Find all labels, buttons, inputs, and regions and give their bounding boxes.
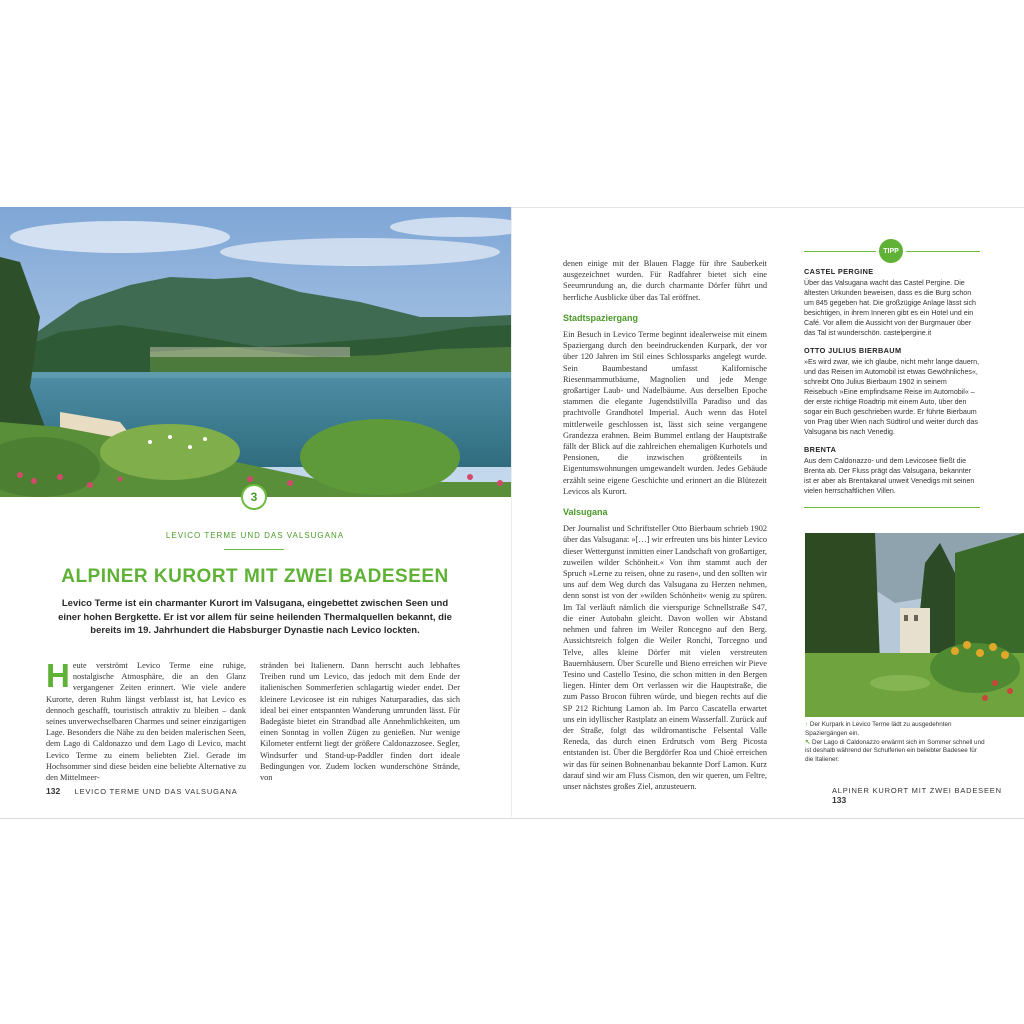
tip-rule-right [906, 251, 980, 252]
body-text: Ein Besuch in Levico Terme beginnt idealerweise mit einem Spaziergang durch den beeindruckenden Kurpark, der vor über 120 Jahren im Stil eines Schlossparks angelegt wurde. Sein Baumbestand umfasst Kalifornische Riesenmammutbäume, Magnolien und jede Menge großartiger Laub- und Nadelbäume. Aus derselben Epoche stammen die elegante Jugendstilvilla Paradiso und das prachtvolle Grandhotel Imperial. Auch wenn das Hotel mittlerweile geschlossen ist, lässt sich seine vergangene Grandezza erahnen. Beim Bummel entlang der Hauptstraße fällt der Blick auf die zahlreichen ehemaligen Kurhotels und Pensionen, die inzwischen größtenteils in Eigentumswohnungen umgewandelt wurden. Jedes Gebäude erzählt seine eigene Geschichte und erinnert an die Blütezeit Levicos als Kurort. [563, 330, 767, 496]
chapter-kicker: LEVICO TERME UND DAS VALSUGANA [165, 531, 345, 540]
body-text: denen einige mit der Blauen Flagge für ihre Sauberkeit ausgezeichnet wurden. Für Radfahrer bietet sich eine Seeumrundung an, die durch charmante Dörfer führt und herrliche Ausblicke über das Tal eröffnet. [563, 259, 767, 302]
caption-item [805, 721, 985, 739]
tip-title: OTTO JULIUS BIERBAUM [804, 346, 902, 355]
page-title: ALPINER KURORT MIT ZWEI BADESEEN [61, 566, 449, 587]
body-column-3 [563, 258, 767, 792]
folio-left [46, 786, 238, 796]
lake-photo [0, 207, 511, 497]
tip-title: BRENTA [804, 445, 837, 454]
page-number: 133 [832, 795, 847, 805]
folio-right [832, 786, 1024, 805]
body-text: stränden bei Italienern. Dann herrscht auch lebhaftes Treiben rund um Levico, das jedoch mit dem Ende der italienischen Sommerferien schlagartig wieder endet. Der kleinere Levicosee ist ein ruhiges Naturparadies, das sich ideal bei einer entspannten Wanderung umrunden lässt. Für Badegäste bietet ein Strandbad alle Annehmlichkeiten, um einen Sonntag in vollen Zügen zu genießen. Nur wenige Kilometer entfernt liegt der größere Caldonazzosee. Segler, Windsurfer und Stand-up-Paddler finden dort ideale Bedingungen vor. Zudem locken wunderschöne Strände, von [260, 661, 460, 783]
caption-text: Der Lago di Caldonazzo erwärmt sich im Sommer schnell und ist deshalb während der Schulferien ein beliebter Badesee für die Italiener. [805, 738, 985, 764]
body-text: eute verströmt Levico Terme eine ruhige, nostalgische Atmosphäre, die an den Glanz vergangener Zeiten erinnert. Wie viele andere Kurorte, deren Ruhm längst verblasst ist, hat Levico es dennoch geschafft, touristisch attraktiv zu bleiben – dank seines unverwechselbaren Charmes und seiner einzigartigen Lage. Besonders die Nähe zu den beiden malerischen Seen, dem Lago di Caldonazzo und dem Lago di Levico, macht Levico Terme zu einem beliebten Ziel. Gerade im Hochsommer sind diese beiden eine beliebte Alternative zu den Mittelmeer- [46, 661, 246, 783]
running-head: LEVICO TERME UND DAS VALSUGANA [74, 787, 238, 796]
caption-text: Der Kurpark in Levico Terme lädt zu ausgedehnten Spaziergängen ein. [805, 721, 952, 737]
tip-text: Aus dem Caldonazzo- und dem Levicosee fließt die Brenta ab. Der Fluss prägt das Valsugana, bekannter ist er aber als Brentakanal unweit Venedigs mit seinen vielen herrschaftlichen Villen. [804, 457, 975, 495]
arrow-up-left-icon: ↖ [805, 738, 811, 746]
tip-rule-bottom [804, 507, 980, 508]
lead-paragraph: Levico Terme ist ein charmanter Kurort im Valsugana, eingebettet zwischen Seen und einer hohen Bergkette. Er ist vor allem für seine heilenden Thermalquellen bekannt, die bereits im 19. Jahrhundert die Habsburger Dynastie nach Levico lockten. [58, 598, 452, 636]
photo-captions [805, 721, 985, 765]
subheading-stadtspaziergang: Stadtspaziergang [563, 312, 639, 323]
tip-box [804, 267, 980, 504]
subheading-valsugana: Valsugana [563, 507, 608, 518]
tip-rule-left [804, 251, 876, 252]
chapter-number-badge: 3 [241, 484, 267, 510]
body-text: Der Journalist und Schriftsteller Otto Bierbaum schrieb 1902 über das Valsugana: »[…] wir erfreuten uns bis hinter Levico dieser Wettergunst inmitten einer Landschaft von großartiger, zuweilen wilder Schönheit.« Von ihm stammt auch der Spruch »Lerne zu reisen, ohne zu rasen«, und den sollten wir uns auf dem Weg durch das Valsugana zu Herzen nehmen, denn sonst ist von der »wilden Schönheit« wenig zu spüren. Im Tal verläuft nämlich die vierspurige Schnellstraße S47, die einer Autobahn gleicht. Davon wollen wir Abstand nehmen und fahren im Weiler Roncegno auf den Berg. Aussichtsreich folgen die Weiler Ronchi, Torcegno und Telve, alles kleine Dörfer mit vielen verstreuten Bauernhäusern. Über Scurelle und Bieno erreichen wir Pieve Tesino und Castello Tesino, die schon mitten in den Bergen liegen. Hinter dem Ort verlassen wir die Hauptstraße, die zum Passo Brocon führen würde, und biegen rechts auf die SP 212 Richtung Lamon ab. Im Parco Cascatella erwartet uns ein idyllischer Rastplatz an einem Wasserfall. Zurück auf der Straße, folgt das wildromantische Felsental Valle Reneda, das durch einen Erdrutsch vom Berg Picosta entstanden ist. Über die Bergdörfer Roa und Chioè erreichen wir das für seinen Bohnenanbau bekannte Dorf Lamon. Kurz darauf sind wir am Fluss Cismon, den wir queren, um Feltre, unser nächstes großes Ziel, anzusteuern. [563, 524, 767, 791]
gutter-divider [511, 207, 512, 817]
arrow-up-icon: ↑ [805, 721, 809, 728]
caption-item [805, 739, 985, 765]
body-column-1 [46, 657, 246, 783]
tip-text: »Es wird zwar, wie ich glaube, nicht mehr lange dauern, und das Reisen im Automobil ist etwas Gewöhnliches«, schreibt Otto Julius Bierbaum 1902 in seinem Reisebuch »Eine empfindsame Reise im Automobil« – der erste richtige Roadtrip mit einem Auto, über den sogar ein Buch geschrieben wurde. Er führte Bierbaum von Prag über Wien nach Südtirol und weiter durch das Valsugana bis nach Venedig. [804, 358, 980, 436]
running-head: ALPINER KURORT MIT ZWEI BADESEEN [832, 786, 1002, 795]
tip-title: CASTEL PERGINE [804, 267, 874, 276]
page-number: 132 [46, 786, 61, 796]
tip-badge: TIPP [879, 239, 903, 263]
tip-text: Über das Valsugana wacht das Castel Pergine. Die ältesten Urkunden beweisen, dass es die Burg schon um 845 gegeben hat. Die großzügige Anlage lässt sich besichtigen, in ihrem Inneren gibt es ein Hotel und ein Café. Vor allem die Aussicht von der Burgmauer über das Tal ist wunderschön. castelpergine.it [804, 279, 976, 337]
drop-cap: H [46, 657, 70, 694]
kicker-divider [224, 549, 284, 550]
body-column-2 [260, 660, 460, 783]
park-photo [805, 533, 1024, 717]
